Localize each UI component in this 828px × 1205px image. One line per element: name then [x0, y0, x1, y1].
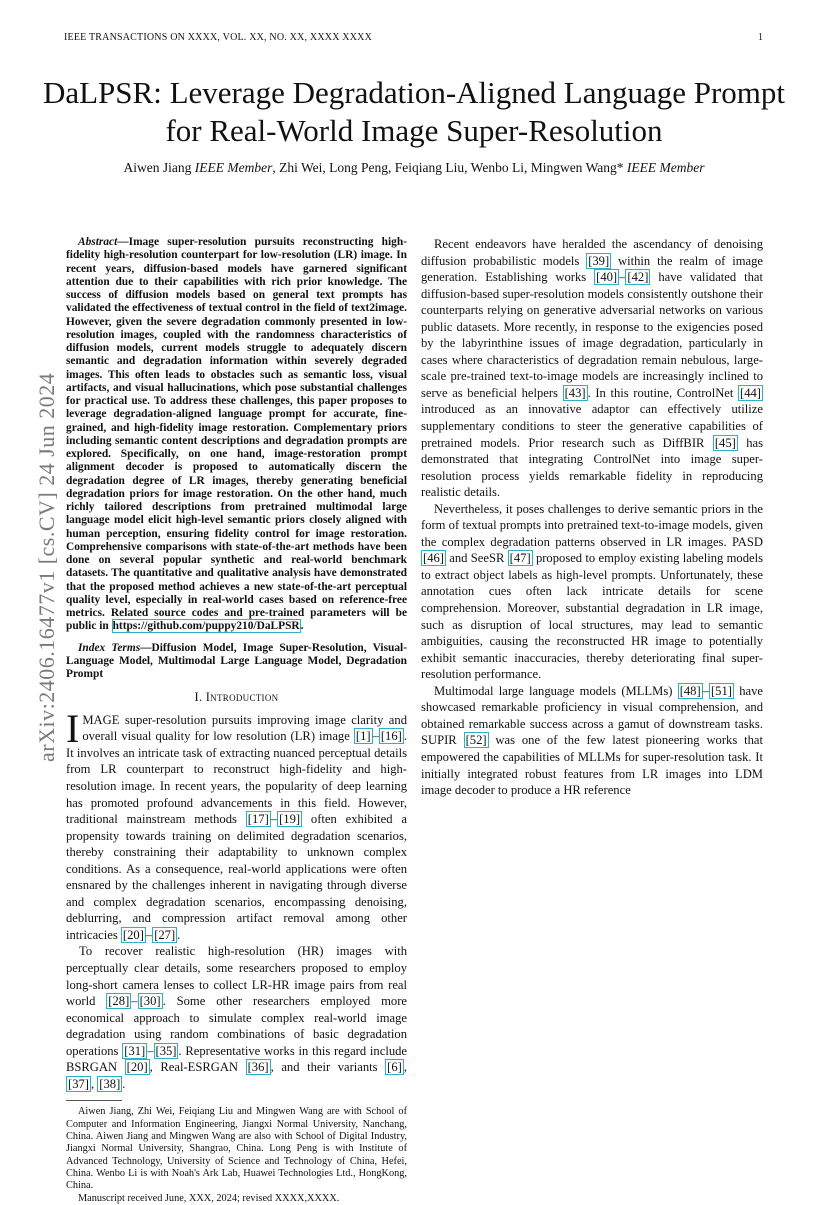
code-link[interactable]: https://github.com/puppy210/DaLPSR	[112, 620, 300, 633]
citation-link[interactable]: [37]	[68, 1076, 89, 1091]
left-column	[66, 236, 407, 1205]
right-column	[421, 236, 763, 799]
p4-c: proposed to employ existing labeling models to extract object labels as high-level prompts. Unfortunately, these annotation cues often lack intricate details for scene comprehension. Moreover, substantial degradation in LR image, such as disruption of local structures, may lead to semantic ambiguities, causing the reconstructed HR image to potentially exhibit semantic inaccuracies, thereby deteriorating final super-resolution performance.	[421, 551, 763, 682]
abstract	[66, 236, 407, 634]
footnote-rule	[66, 1100, 122, 1101]
p1-b: . It involves an intricate task of extracting nuanced perceptual details from LR counterpart to reconstruct high-fidelity and high-resolution image. In recent years, the popularity of deep learning has promoted profound advancements in this field. However, traditional mainstream methods	[66, 729, 407, 827]
citation-link[interactable]: [19]	[279, 812, 301, 827]
p2-c: . Representative works in this regard include BSRGAN	[66, 1043, 408, 1075]
running-head: IEEE TRANSACTIONS ON XXXX, VOL. XX, NO. XX, XXXX XXXX	[64, 32, 372, 43]
p2-h: .	[122, 1076, 126, 1091]
paper-title: DaLPSR: Leverage Degradation-Aligned Language Prompt for Real-World Image Super-Resolution	[42, 75, 786, 148]
p3-a: Recent endeavors have heralded the ascendancy of denoising diffusion probabilistic models	[421, 237, 763, 268]
citation-link[interactable]: [20]	[126, 1060, 148, 1075]
citation-link[interactable]: [36]	[247, 1060, 269, 1075]
p5-a: Multimodal large language models (MLLMs)	[434, 683, 678, 698]
citation-link[interactable]: [17]	[247, 812, 269, 827]
p5-c: was one of the few latest pioneering works that empowered the capabilities of MLLMs for super-resolution task. It initially integrated robust features from LR images into LDM image decoder to produce a HR reference	[421, 733, 763, 798]
p4-b: and SeeSR	[445, 551, 508, 566]
author-membership-2: IEEE Member	[626, 160, 705, 175]
intro-paragraph-1	[66, 705, 407, 944]
citation-link[interactable]: [28]	[108, 994, 130, 1009]
arxiv-stamp: arXiv:2406.16477v1 [cs.CV] 24 Jun 2024	[34, 372, 59, 762]
citation-link[interactable]: [51]	[710, 683, 732, 698]
abstract-text: Image super-resolution pursuits reconstructing high-fidelity high-resolution counterpart for low-resolution (LR) image. In recent years, diffusion-based models have garnered significant attention due to their capabilities with rich prior knowledge. The success of diffusion models based on general text prompts has validated the effectiveness of textual control in the field of text2image. However, given the severe degradation commonly presented in low-resolution images, coupled with the randomness characteristics of diffusion models, current models struggle to adequately discern semantic and degradation information within severely degraded images. This often leads to obstacles such as semantic loss, visual artifacts, and visual hallucinations, which pose substantial challenges for practical use. To address these challenges, this paper proposes to leverage degradation-aligned language prompt for accurate, fine-grained, and high-fidelity image restoration. Complementary priors including semantic content descriptions and degradation prompts are explored. Specifically, on one hand, image-restoration prompt alignment decoder is proposed to automatically discern the degradation degree of LR images, thereby generating beneficial degradation priors for image restoration. On the other hand, much richly tailored descriptions from pretrained multimodal large language model elicit high-level semantic priors closely aligned with human perception, ensuring fidelity control for image restoration. Comprehensive comparisons with state-of-the-art methods have been done on several popular synthetic and real-world benchmark datasets. The quantitative and qualitative analysis have demonstrated that the proposed method achieves a new state-of-the-art perceptual quality level, especially in real-world cases based on reference-free metrics. Related source codes and pre-trained parameters will be public in	[66, 236, 407, 633]
p4-a: Nevertheless, it poses challenges to derive semantic priors in the form of textual prompts into pretrained text-to-image models, given the complex degradation patterns observed in LR images. PASD	[421, 501, 763, 549]
author-text-2: , Zhi Wei, Long Peng, Feiqiang Liu, Wenbo Li, Mingwen Wang*	[272, 160, 627, 175]
p2-b: . Some other researchers employed more economical approach to simulate complex real-world image degradation using random combinations of basic degradation operations	[66, 994, 407, 1058]
citation-link[interactable]: [1]	[355, 729, 371, 744]
abstract-end: .	[300, 620, 304, 633]
citation-link[interactable]: [30]	[139, 994, 161, 1009]
author-list	[40, 160, 788, 176]
p3-d: . In this routine, ControlNet	[587, 385, 739, 400]
drop-cap: I	[66, 705, 80, 751]
p1-sep: –	[145, 927, 153, 942]
p2-f: ,	[403, 1060, 407, 1075]
citation-link[interactable]: [52]	[465, 733, 487, 748]
p3-c: have validated that diffusion-based super-resolution models consistently outshone their counterparts relying on generative adversarial networks on various public datasets. More recently, in response to the exigencies posed by the labyrinthine issues of image degradation, particularly in cases where characteristics of degradation remain nebulous, large-scale pre-trained text-to-image models are increasingly inclined to serve as beneficial helpers	[421, 270, 764, 400]
citation-link[interactable]: [6]	[387, 1060, 402, 1075]
intro-paragraph-5	[421, 683, 763, 799]
p2-sep: –	[147, 1043, 154, 1058]
p1-sep: –	[372, 729, 379, 744]
citation-link[interactable]: [27]	[154, 927, 176, 942]
index-terms	[66, 642, 407, 682]
citation-link[interactable]: [42]	[627, 270, 649, 285]
citation-link[interactable]: [46]	[423, 551, 444, 566]
citation-link[interactable]: [35]	[155, 1043, 177, 1058]
abstract-dash: —	[117, 236, 129, 248]
citation-link[interactable]: [16]	[380, 729, 402, 744]
citation-link[interactable]: [40]	[596, 270, 618, 285]
p3-sep: –	[619, 270, 626, 285]
page-number: 1	[758, 32, 763, 43]
p3-f: has demonstrated that integrating ControlNet into image super-resolution process yields remarkable fidelity in reproducing realistic details.	[421, 435, 763, 500]
abstract-label: Abstract	[78, 236, 118, 248]
footnote-affiliations: Aiwen Jiang, Zhi Wei, Feiqiang Liu and Mingwen Wang are with School of Computer and Information Engineering, Jiangxi Normal University, Nanchang, China. Aiwen Jiang and Mingwen Wang are also with School of Digital Industry, Jiangxi Normal University, Shangrao, China. Long Peng is with Institute of Advanced Technology, University of Science and Technology of China, Hefei, China. Wenbo Li is with Noah's Ark Lab, Huawei Technologies Ltd., HongKong, China.	[66, 1106, 407, 1192]
p3-e: introduced as an innovative adaptor can effectively utilize supplementary conditions to steer the generative capabilities of pretrained models. Prior research such as DiffBIR	[421, 402, 763, 450]
citation-link[interactable]: [31]	[124, 1043, 146, 1058]
p1-a: MAGE super-resolution pursuits improving image clarity and overall visual quality for low resolution (LR) image	[82, 712, 407, 744]
p5-sep: –	[702, 683, 709, 698]
citation-link[interactable]: [43]	[564, 385, 586, 400]
p1-c: often exhibited a propensity towards training on delimited degradation scenarios, thereby constraining their adaptability to unknown complex conditions. As a consequence, real-world applications were often ensnared by the challenges inherent in navigating through diverse and complex degradation scenarios, encompassing denoising, deblurring, and compression artifact removal among other intricacies	[66, 812, 407, 942]
citation-link[interactable]: [48]	[679, 683, 701, 698]
citation-link[interactable]: [47]	[509, 551, 531, 566]
p2-d: , Real-ESRGAN	[149, 1060, 246, 1075]
footnote-manuscript: Manuscript received June, XXX, 2024; revised XXXX,XXXX.	[78, 1192, 340, 1204]
index-terms-label: Index Terms	[78, 641, 141, 654]
citation-link[interactable]: [44]	[740, 385, 761, 400]
p2-sep: –	[131, 994, 138, 1009]
index-terms-text: Diffusion Model, Image Super-Resolution, Visual-Language Model, Multimodal Large Language Model, Degradation Prompt	[66, 641, 407, 680]
p3-b: within the realm of image generation. Establishing works	[421, 253, 763, 285]
citation-link[interactable]: [45]	[714, 435, 736, 450]
citation-link[interactable]: [39]	[588, 253, 610, 268]
p1-sep: –	[270, 812, 278, 827]
citation-link[interactable]: [20]	[122, 927, 144, 942]
author-membership-1: IEEE Member	[194, 160, 273, 175]
intro-paragraph-3	[421, 236, 763, 501]
section-heading-introduction: I. Introduction	[194, 690, 279, 705]
p2-a: To recover realistic high-resolution (HR) images with perceptually clear details, some researchers proposed to employ long-short camera lenses to collect LR-HR image pairs from real world	[66, 944, 407, 1009]
intro-paragraph-2	[66, 943, 407, 1092]
author-text-1: Aiwen Jiang	[123, 160, 195, 175]
p1-d: .	[177, 927, 181, 942]
p5-b: have showcased remarkable proficiency in visual comprehension, and obtained remarkable success across a gamut of downstream tasks. SUPIR	[421, 683, 763, 748]
intro-paragraph-4	[421, 501, 763, 683]
citation-link[interactable]: [38]	[99, 1076, 121, 1091]
p2-e: , and their variants	[270, 1060, 386, 1075]
p2-g: ,	[90, 1076, 98, 1091]
index-terms-dash: —	[140, 641, 152, 654]
